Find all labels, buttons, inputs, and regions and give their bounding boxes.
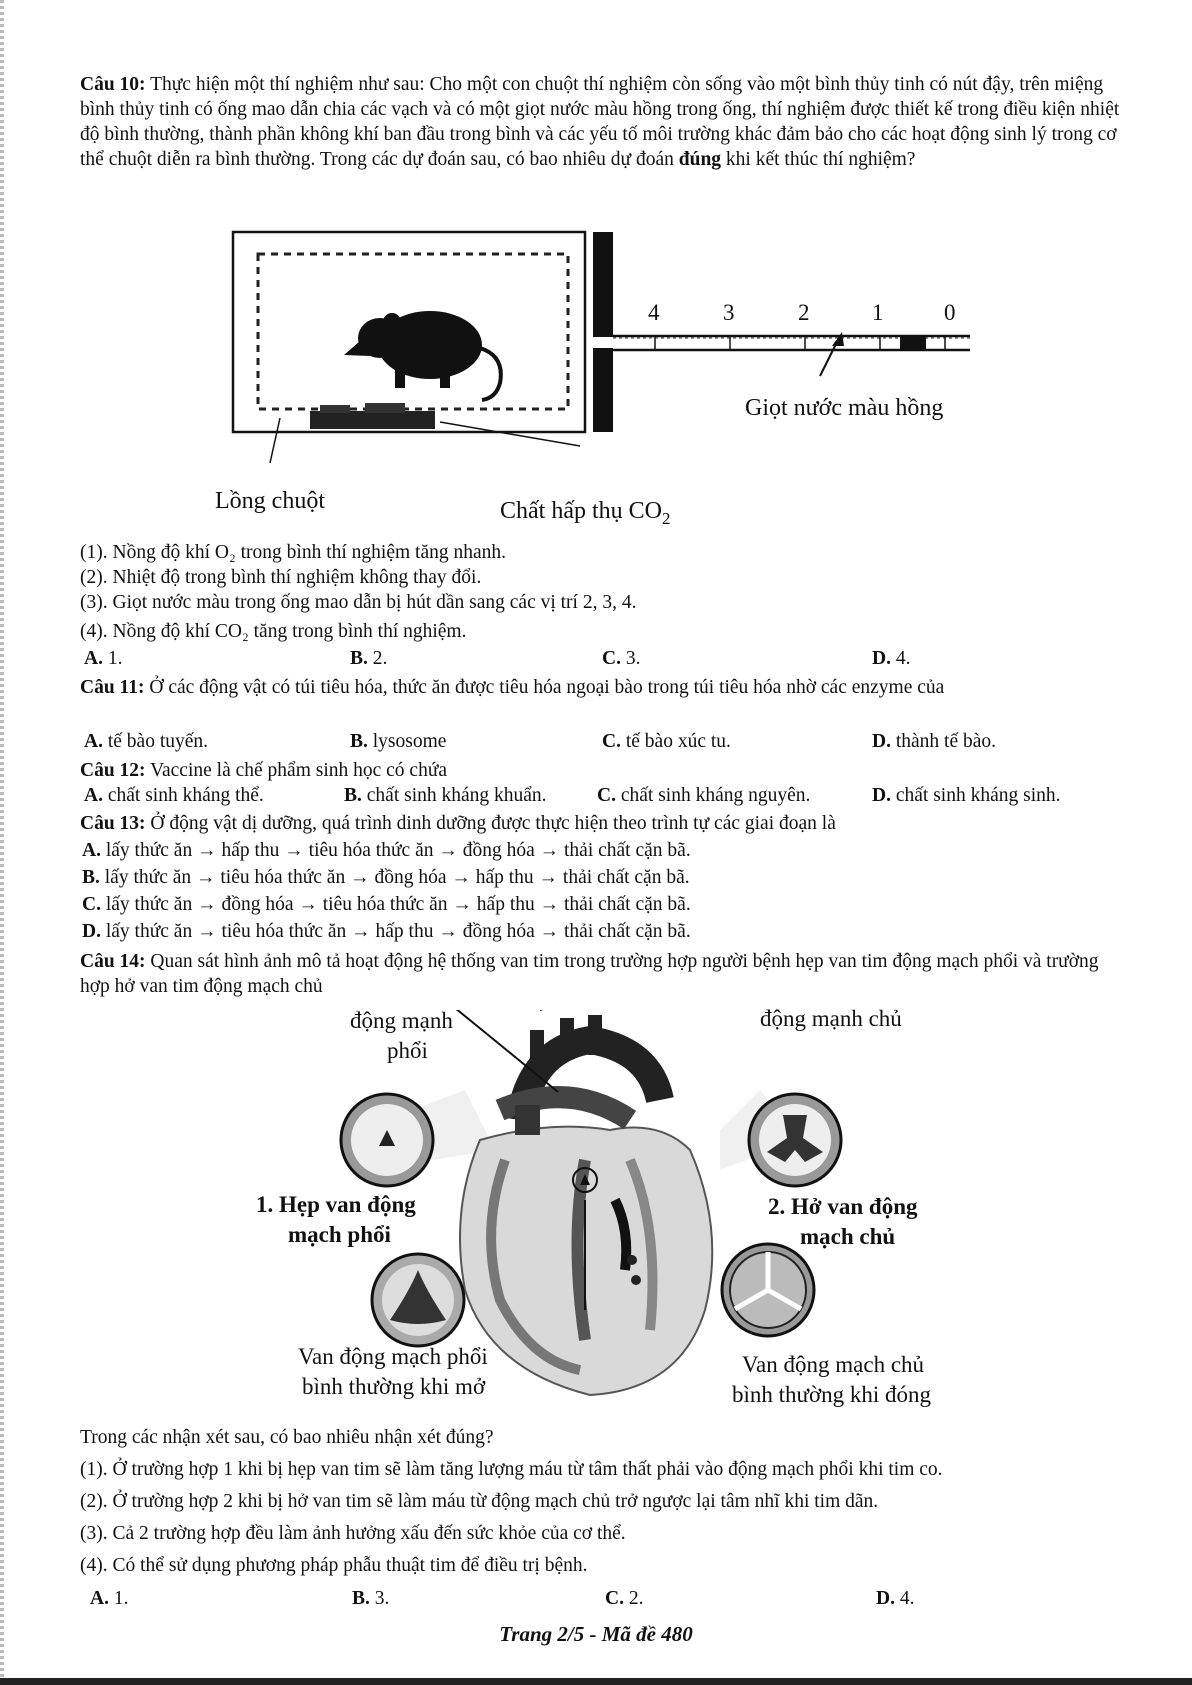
option-c[interactable]: C. 2. (605, 1588, 644, 1609)
q14-statement-4: (4). Có thể sử dụng phương pháp phẫu thuật tim để điều trị bệnh. (80, 1555, 588, 1576)
option-d[interactable]: D. 4. (876, 1588, 915, 1609)
q11-options (82, 731, 1122, 756)
question-text: Thực hiện một thí nghiệm như sau: Cho một con chuột thí nghiệm còn sống vào một bình thủy tinh có nút đậy, trên miệng bình thủy tinh có ống mao dẫn chia các vạch và có một giọt nước màu hồng trong ống, thí nghiệm được thiết kế trong điều kiện nhiệt độ bình thường, thành phần không khí ban đầu trong bình và các yếu tố môi trường khác đảm bảo cho các hoạt động sinh lý trong cơ thể chuột diễn ra bình thường. Trong các dự đoán sau, có bao nhiêu dự đoán (80, 74, 1120, 170)
regurgitation-aortic-valve (745, 1090, 845, 1190)
page-footer: Trang 2/5 - Mã đề 480 (499, 1622, 693, 1646)
aorta-label: động mạnh chủ (760, 1006, 902, 1031)
question-label: Câu 10: (80, 74, 146, 95)
option-a[interactable]: A. 1. (90, 1588, 129, 1609)
q10-statement-2: (2). Nhiệt độ trong bình thí nghiệm không thay đổi. (80, 567, 482, 588)
q10-statement-3: (3). Giọt nước màu trong ống mao dẫn bị hút dần sang các vị trí 2, 3, 4. (80, 592, 637, 613)
question-label: Câu 12: (80, 760, 146, 781)
scale-mark-0: 0 (944, 300, 956, 325)
mouse-silhouette (344, 311, 501, 400)
option-c[interactable]: C. tế bào xúc tu. (602, 731, 731, 752)
option-b[interactable]: B. 3. (352, 1588, 390, 1609)
question-text: Quan sát hình ảnh mô tả hoạt động hệ thống van tim trong trường hợp người bệnh hẹp van tim động mạch phổi và trường hợp hở van tim động mạch chủ (80, 951, 1099, 997)
case1-label-1: 1. Hẹp van động (256, 1192, 416, 1217)
q12-options (82, 785, 1122, 810)
normal-aortic-label-1: Van động mạch chủ (742, 1352, 925, 1377)
option-d[interactable]: D. chất sinh kháng sinh. (872, 785, 1061, 806)
aorta-arch (500, 1015, 660, 1135)
q13-option-a[interactable]: A. lấy thức ăn → hấp thu → tiêu hóa thức ăn → đồng hóa → thải chất cặn bã. (82, 840, 691, 861)
question-label: Câu 14: (80, 951, 146, 972)
option-b[interactable]: B. 2. (350, 648, 388, 669)
q13-option-b[interactable]: B. lấy thức ăn → tiêu hóa thức ăn → đồng hóa → hấp thu → thải chất cặn bã. (82, 867, 690, 888)
question-13 (80, 811, 1120, 836)
cage-label: Lồng chuột (215, 488, 325, 514)
normal-pulmonary-valve-open (368, 1250, 468, 1350)
case1-label-2: mạch phổi (288, 1222, 391, 1247)
scale-mark-2: 2 (798, 300, 810, 325)
co2-absorber (310, 403, 435, 429)
q13-option-d[interactable]: D. lấy thức ăn → tiêu hóa thức ăn → hấp thu → đồng hóa → thải chất cặn bã. (82, 921, 691, 942)
normal-pulmonary-label-2: bình thường khi mở (302, 1374, 486, 1399)
option-a[interactable]: A. chất sinh kháng thể. (84, 785, 264, 806)
pulmonary-artery-label-2: phổi (387, 1038, 428, 1063)
normal-pulmonary-label-1: Van động mạch phổi (298, 1344, 488, 1369)
absorber-label: Chất hấp thụ $CO_2$ (500, 498, 671, 528)
option-a[interactable]: A. 1. (84, 648, 123, 669)
q14-prompt: Trong các nhận xét sau, có bao nhiêu nhận xét đúng? (80, 1427, 494, 1448)
option-b[interactable]: B. lysosome (350, 731, 447, 752)
q14-statement-1: (1). Ở trường hợp 1 khi bị hẹp van tim sẽ làm tăng lượng máu từ tâm thất phải vào động mạch phổi khi tim co. (80, 1459, 943, 1480)
scan-bottom-edge (0, 1678, 1192, 1685)
option-d[interactable]: D. thành tế bào. (872, 731, 997, 752)
question-11 (80, 675, 1120, 700)
q14-statement-3: (3). Cả 2 trường hợp đều làm ảnh hưởng xấu đến sức khỏe của cơ thể. (80, 1523, 626, 1544)
q14-options (90, 1588, 1130, 1613)
normal-aortic-label-2: bình thường khi đóng (732, 1382, 932, 1407)
q14-statement-2: (2). Ở trường hợp 2 khi bị hở van tim sẽ làm máu từ động mạch chủ trở ngược lại tâm nhĩ khi tim dãn. (80, 1491, 879, 1512)
heart-drawing (460, 1127, 712, 1395)
question-text: Ở các động vật có túi tiêu hóa, thức ăn được tiêu hóa ngoại bào trong túi tiêu hóa nhờ các enzyme của (149, 677, 945, 698)
option-b[interactable]: B. chất sinh kháng khuẩn. (344, 785, 547, 806)
pulmonary-artery-label-1: động mạnh (350, 1008, 453, 1033)
case2-label-2: mạch chủ (800, 1224, 896, 1249)
question-12 (80, 758, 1120, 783)
scan-edge (0, 0, 4, 1685)
question-text-end: khi kết thúc thí nghiệm? (725, 149, 916, 170)
option-c[interactable]: C. chất sinh kháng nguyên. (597, 785, 811, 806)
normal-aortic-valve-closed (718, 1240, 818, 1340)
question-label: Câu 11: (80, 677, 145, 698)
option-c[interactable]: C. 3. (602, 648, 641, 669)
q13-option-c[interactable]: C. lấy thức ăn → đồng hóa → tiêu hóa thức ăn → hấp thu → thải chất cặn bã. (82, 894, 691, 915)
stenosis-pulmonary-valve (337, 1090, 437, 1190)
q10-statement-4: (4). Nồng độ khí CO₂ tăng trong bình thí nghiệm. (80, 621, 467, 642)
question-10 (80, 72, 1120, 172)
q10-options (82, 648, 1122, 673)
scale-mark-1: 1 (872, 300, 884, 325)
option-a[interactable]: A. tế bào tuyến. (84, 731, 209, 752)
q10-statement-1: (1). Nồng độ khí O₂ trong bình thí nghiệm tăng nhanh. (80, 542, 507, 563)
drop-label: Giọt nước màu hồng (745, 395, 944, 421)
mouse-experiment-figure (200, 228, 1000, 528)
scale-mark-3: 3 (723, 300, 735, 325)
question-14 (80, 949, 1120, 999)
question-text: Vaccine là chế phẩm sinh học có chứa (150, 760, 448, 781)
emphasis-word: đúng (678, 149, 722, 170)
question-text: Ở động vật dị dưỡng, quá trình dinh dưỡng được thực hiện theo trình tự các giai đoạn là (150, 813, 836, 834)
scale-mark-4: 4 (648, 300, 660, 325)
case2-label-1: 2. Hở van động (768, 1194, 918, 1219)
question-label: Câu 13: (80, 813, 146, 834)
option-d[interactable]: D. 4. (872, 648, 911, 669)
